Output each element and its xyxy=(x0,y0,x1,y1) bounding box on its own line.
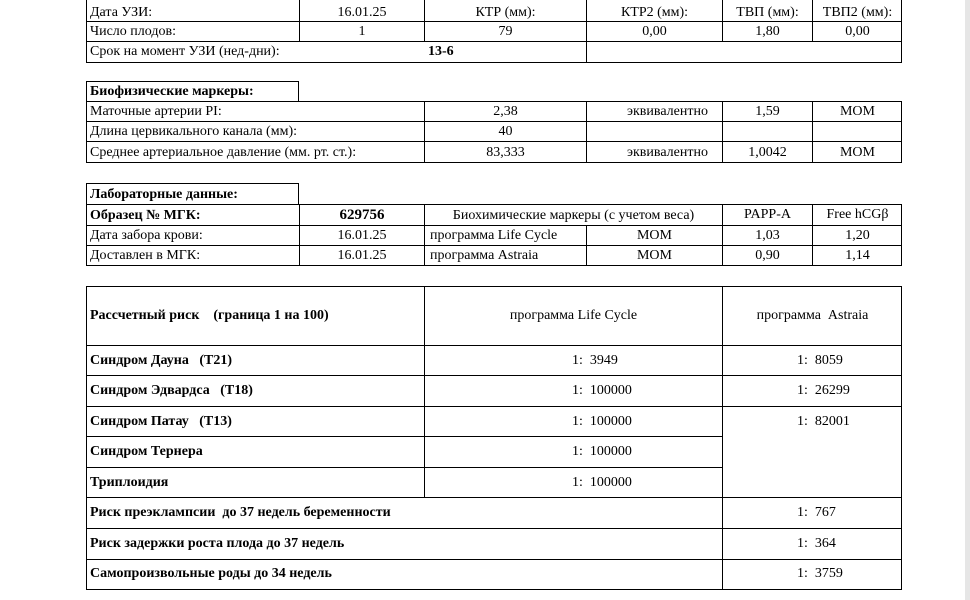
risk-t21-astraia: 1: 8059 xyxy=(797,353,843,368)
uterine-pi-value: 2,38 xyxy=(493,104,518,119)
risk-preterm-label: Самопроизвольные роды до 34 недель xyxy=(90,566,332,581)
uterine-pi-mom: 1,59 xyxy=(755,104,780,119)
risk-t13-label: Синдром Патау (Т13) xyxy=(90,414,232,429)
papp-label: PAPP-A xyxy=(744,207,791,222)
hcg-lifecycle: 1,20 xyxy=(845,228,870,243)
blood-date-value: 16.01.25 xyxy=(337,228,387,243)
risk-t18-label: Синдром Эдвардса (Т18) xyxy=(90,383,253,398)
risk-t13-astraia: 1: 82001 xyxy=(797,414,850,429)
risk-turner-lifecycle: 1: 100000 xyxy=(572,444,632,459)
map-label: Среднее артериальное давление (мм. рт. ст.): xyxy=(90,145,357,160)
risk-header: Рассчетный риск (граница 1 на 100) xyxy=(90,308,329,323)
fetus-count-value: 1 xyxy=(358,24,366,39)
gestational-age-label: Срок на момент УЗИ (нед-дни): xyxy=(90,44,280,59)
nt-value: 1,80 xyxy=(755,24,780,39)
crl2-label: КТР2 (мм): xyxy=(620,5,689,20)
delivered-value: 16.01.25 xyxy=(337,248,387,263)
risk-preeclampsia-label: Риск преэклампсии до 37 недель беременности xyxy=(90,505,391,520)
biochem-label: Биохимические маркеры (с учетом веса) xyxy=(452,208,695,223)
uterine-pi-label: Маточные артерии PI: xyxy=(90,104,222,119)
page-edge-shadow xyxy=(965,0,970,600)
map-equiv: эквивалентно xyxy=(627,145,708,160)
risk-triploidy-label: Триплоидия xyxy=(90,475,169,490)
cervical-length-label: Длина цервикального канала (мм): xyxy=(90,124,297,139)
risk-preeclampsia-value: 1: 767 xyxy=(797,505,836,520)
risk-preterm-value: 1: 3759 xyxy=(797,566,843,581)
us-date-label: Дата УЗИ: xyxy=(90,5,153,20)
nt2-value: 0,00 xyxy=(845,24,870,39)
blood-date-label: Дата забора крови: xyxy=(90,228,203,243)
us-date-value: 16.01.25 xyxy=(337,5,387,20)
risk-turner-label: Синдром Тернера xyxy=(90,444,203,459)
crl-label: КТР (мм): xyxy=(475,5,536,20)
uterine-pi-unit: MOM xyxy=(839,104,875,119)
risk-t13-lifecycle: 1: 100000 xyxy=(572,414,632,429)
hcg-astraia: 1,14 xyxy=(845,248,870,263)
lab-unit-lifecycle: MOM xyxy=(636,228,672,243)
hcg-label: Free hCGβ xyxy=(826,207,889,222)
crl2-value: 0,00 xyxy=(642,24,667,39)
map-value: 83,333 xyxy=(486,145,525,160)
risk-t21-lifecycle: 1: 3949 xyxy=(572,353,618,368)
risk-fgr-value: 1: 364 xyxy=(797,536,836,551)
risk-t18-astraia: 1: 26299 xyxy=(797,383,850,398)
nt-label: ТВП (мм): xyxy=(736,5,799,20)
map-mom: 1,0042 xyxy=(748,145,787,160)
lab-program-astraia: программа Astraia xyxy=(430,248,539,263)
map-unit: MOM xyxy=(839,145,875,160)
gestational-age-value: 13-6 xyxy=(428,44,454,59)
lab-program-lifecycle: программа Life Cycle xyxy=(430,228,558,243)
fetus-count-label: Число плодов: xyxy=(90,24,176,39)
biophysical-title: Биофизические маркеры: xyxy=(90,84,254,99)
papp-astraia: 0,90 xyxy=(755,248,780,263)
lab-title: Лабораторные данные: xyxy=(90,187,238,202)
risk-triploidy-lifecycle: 1: 100000 xyxy=(572,475,632,490)
crl-value: 79 xyxy=(498,24,513,39)
papp-lifecycle: 1,03 xyxy=(755,228,780,243)
risk-t21-label: Синдром Дауна (Т21) xyxy=(90,353,233,368)
lab-unit-astraia: MOM xyxy=(636,248,672,263)
sample-value: 629756 xyxy=(339,207,385,223)
uterine-pi-equiv: эквивалентно xyxy=(627,104,708,119)
sample-label: Образец № МГК: xyxy=(90,208,201,223)
risk-col-lifecycle: программа Life Cycle xyxy=(509,308,638,323)
risk-col-astraia: программа Astraia xyxy=(756,308,869,323)
cervical-length-value: 40 xyxy=(498,124,513,139)
risk-fgr-label: Риск задержки роста плода до 37 недель xyxy=(90,536,345,551)
nt2-label: ТВП2 (мм): xyxy=(822,5,893,20)
risk-t18-lifecycle: 1: 100000 xyxy=(572,383,632,398)
delivered-label: Доставлен в МГК: xyxy=(90,248,201,263)
